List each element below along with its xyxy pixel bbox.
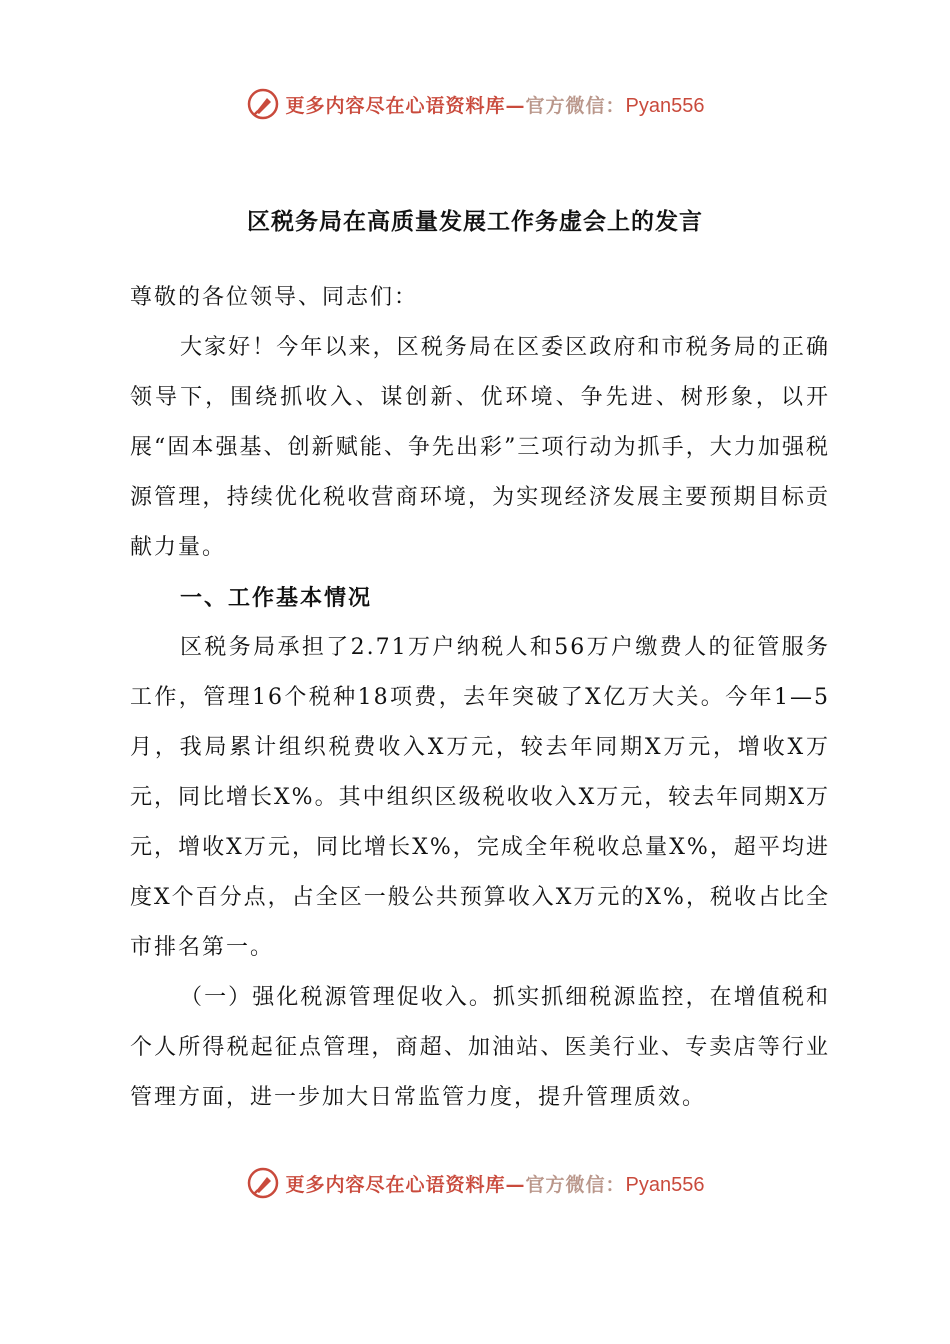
salutation: 尊敬的各位领导、同志们： xyxy=(130,285,419,310)
document-body xyxy=(130,273,830,1123)
watermark-banner-bottom xyxy=(0,1163,950,1203)
paragraph: 区税务局承担了2.71万户纳税人和56万户缴费人的征管服务工作，管理16个税种18项费，去年突破了X亿万大关。今年1—5月，我局累计组织税费收入X万元，较去年同期X万元，增收X万元，同比增长X%。其中组织区级税收收入X万元，较去年同期X万元，增收X万元，同比增长X%，完成全年税收总量X%，超平均进度X个百分点，占全区一般公共预算收入X万元的X%，税收占比全市排名第一。 xyxy=(130,635,830,960)
pen-nib-circle-icon xyxy=(246,1166,280,1200)
document-title: 区税务局在高质量发展工作务虚会上的发言 xyxy=(247,208,703,235)
watermark-text: 更多内容尽在心语资料库—官方微信：Pyan556 xyxy=(285,94,705,117)
paragraph: 大家好！今年以来，区税务局在区委区政府和市税务局的正确领导下，围绕抓收入、谋创新、优环境、争先进、树形象，以开展“固本强基、创新赋能、争先出彩”三项行动为抓手，大力加强税源管理，持续优化税收营商环境，为实现经济发展主要预期目标贡献力量。 xyxy=(130,335,830,560)
paragraph: （一）强化税源管理促收入。抓实抓细税源监控，在增值税和个人所得税起征点管理，商超、加油站、医美行业、专卖店等行业管理方面，进一步加大日常监管力度，提升管理质效。 xyxy=(130,985,830,1110)
watermark-text: 更多内容尽在心语资料库—官方微信：Pyan556 xyxy=(285,1173,705,1196)
section-heading: 一、工作基本情况 xyxy=(180,585,373,611)
pen-nib-circle-icon xyxy=(246,87,280,121)
watermark-banner-top xyxy=(0,84,950,124)
